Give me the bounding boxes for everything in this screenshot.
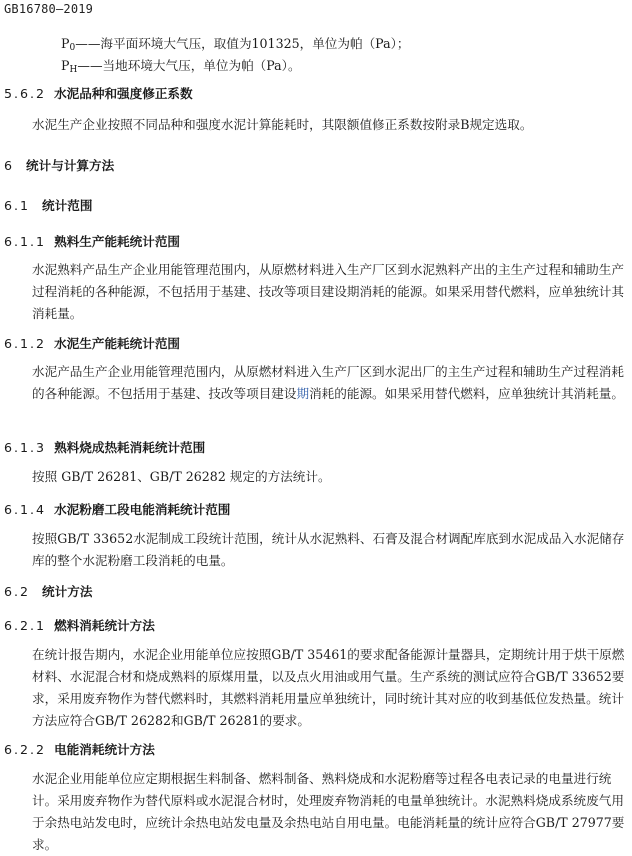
heading-6-2 — [4, 584, 92, 600]
heading-6-1-3 — [4, 440, 205, 456]
paragraph-text: 消耗的能源。如果采用替代燃料，应单独统计其消耗量。 — [309, 386, 624, 401]
section-number: 6.2 — [4, 584, 31, 599]
definition-p0 — [61, 36, 409, 56]
section-title: 熟料生产能耗统计范围 — [54, 234, 180, 249]
paragraph-6-2-2: 水泥企业用能单位应定期根据生料制备、燃料制备、熟料烧成和水泥粉磨等过程各电表记录的电量进行统计。采用废弃物作为替代原料或水泥混合材时，处理废弃物消耗的电量单独统计。水泥熟料烧成系统废气用于余热电站发电时，应统计余热电站发电量及余热电站自用电量。电能消耗量的统计应符合GB/T 27977要求。 — [32, 771, 625, 852]
symbol-subscript: 0 — [69, 43, 76, 53]
heading-6-1-4 — [4, 502, 230, 518]
paragraph-6-1-1: 水泥熟料产品生产企业用能管理范围内，从原燃材料进入生产厂区到水泥熟料产出的主生产过程和辅助生产过程消耗的各种能源，不包括用于基建、技改等项目建设期消耗的能源。如果采用替代燃料，应单独统计其消耗量。 — [32, 262, 624, 321]
section-title: 水泥生产能耗统计范围 — [54, 336, 180, 351]
section-number: 6.1 — [4, 198, 31, 213]
section-number: 6.1.4 — [4, 502, 47, 517]
paragraph-6-1-4: 按照GB/T 33652水泥制成工段统计范围，统计从水泥熟料、石膏及混合材调配库底到水泥成品入水泥储存库的整个水泥粉磨工段消耗的电量。 — [32, 531, 625, 568]
section-number: 5.6.2 — [4, 86, 47, 101]
symbol-p: P — [61, 36, 70, 51]
section-title: 电能消耗统计方法 — [54, 742, 155, 757]
paragraph-6-1-2 — [32, 361, 628, 405]
definition-ph — [61, 58, 301, 78]
heading-6-1-2 — [4, 336, 180, 352]
highlighted-text: 期 — [296, 386, 310, 401]
paragraph-text: 水泥产品生产企业用能管理范围内，从原燃材料进入生产厂区到水泥出厂的主生产过程和辅助生产过程消耗的各种能源。不包括用于基建、技改等项目建设 — [32, 364, 624, 401]
heading-6-2-1 — [4, 618, 155, 634]
section-number: 6 — [4, 158, 15, 173]
section-title: 统计范围 — [42, 198, 93, 213]
section-title: 水泥粉磨工段电能消耗统计范围 — [54, 502, 231, 517]
section-number: 6.1.2 — [4, 336, 47, 351]
section-number: 6.2.2 — [4, 742, 47, 757]
paragraph-5-6-2: 水泥生产企业按照不同品种和强度水泥计算能耗时，其限额值修正系数按附录B规定选取。 — [32, 117, 533, 132]
section-title: 统计方法 — [42, 584, 93, 599]
section-title: 水泥品种和强度修正系数 — [54, 86, 193, 101]
heading-5-6-2 — [4, 86, 193, 102]
heading-6-1 — [4, 198, 92, 214]
standard-code: GB16780—2019 — [4, 2, 94, 16]
heading-6 — [4, 158, 114, 174]
heading-6-2-2 — [4, 742, 155, 758]
section-title: 统计与计算方法 — [26, 158, 115, 173]
section-number: 6.1.1 — [4, 234, 47, 249]
heading-6-1-1 — [4, 234, 180, 250]
symbol-subscript: H — [69, 65, 78, 75]
paragraph-6-2-1: 在统计报告期内，水泥企业用能单位应按照GB/T 35461的要求配备能源计量器具，定期统计用于烘干原燃材料、水泥混合材和烧成熟料的原煤用量，以及点火用油或用气量。生产系统的测试应符合GB/T 33652要求，采用废弃物作为替代燃料时，其燃料消耗用量应单独统计，同时统计其对应的收到基低位发热量。统计方法应符合GB/T 26282和GB/T 26281的要求。 — [32, 647, 625, 728]
symbol-p: P — [61, 58, 70, 73]
section-number: 6.1.3 — [4, 440, 47, 455]
section-number: 6.2.1 — [4, 618, 47, 633]
paragraph-6-1-3: 按照 GB/T 26281、GB/T 26282 规定的方法统计。 — [32, 469, 331, 484]
definition-text: ——海平面环境大气压，取值为101325，单位为帕（Pa）； — [75, 36, 410, 51]
section-title: 熟料烧成热耗消耗统计范围 — [54, 440, 206, 455]
definition-text: ——当地环境大气压，单位为帕（Pa）。 — [77, 58, 301, 73]
section-title: 燃料消耗统计方法 — [54, 618, 155, 633]
